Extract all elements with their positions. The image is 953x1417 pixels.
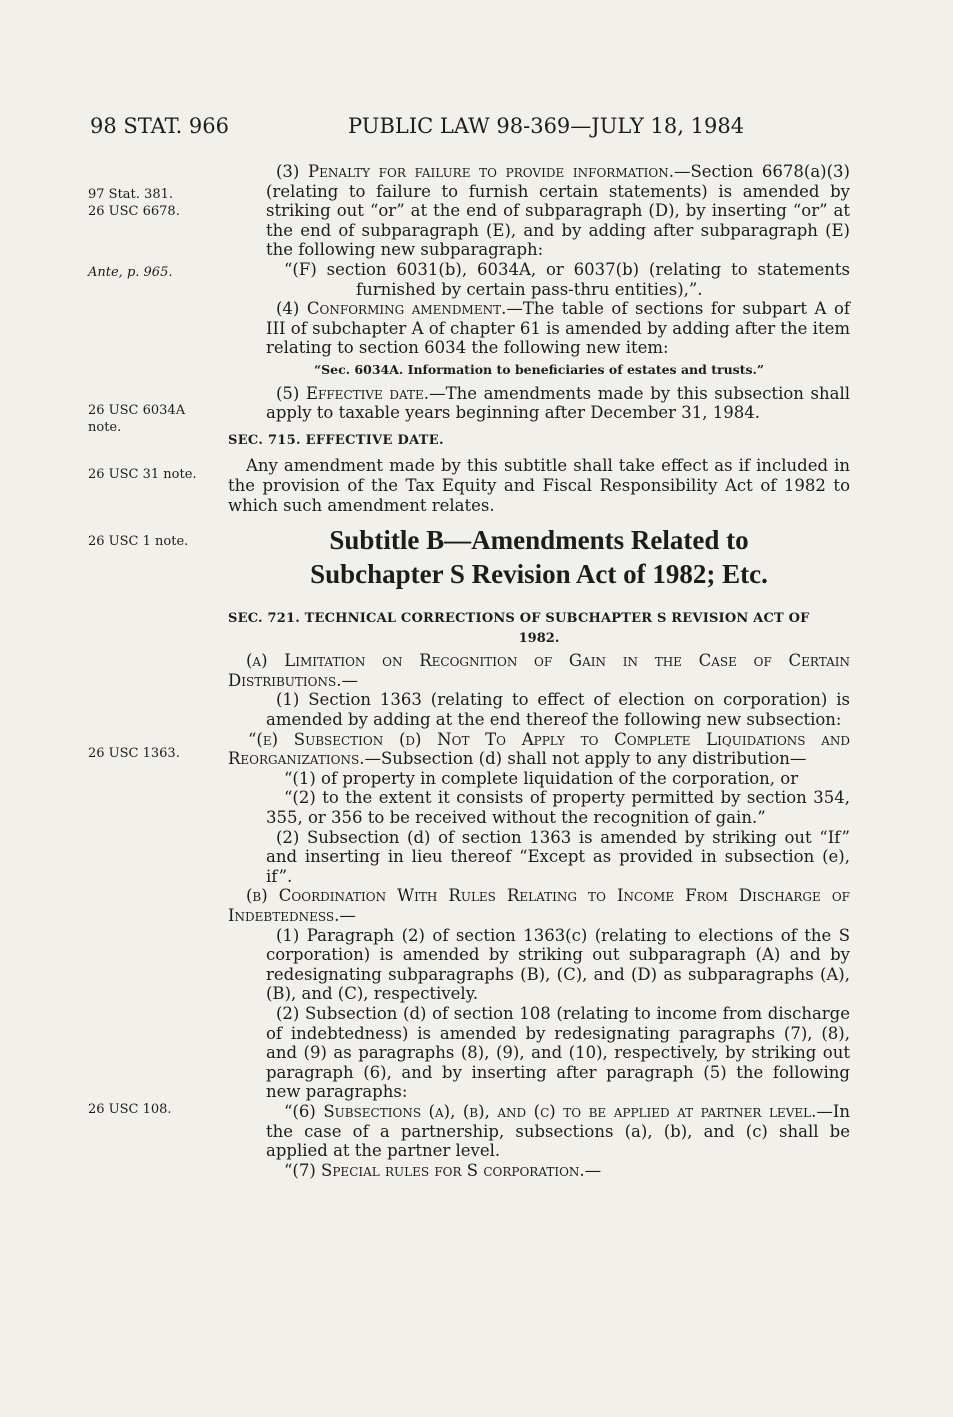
- paragraph-4: (4) Conforming amendment.—The table of sections for subpart A of III of subchapter A of chapter 61 is amended by adding after the item relating to section 6034 the following new item:: [266, 299, 850, 358]
- paragraph-6: “(6) Subsections (a), (b), and (c) to be applied at partner level.—In the case of a partnership, subsections (a), (b), and (c) shall be applied at the partner level.: [266, 1101, 850, 1161]
- section-715-text: Any amendment made by this subtitle shall take effect as if included in the provision of the Tax Equity and Fiscal Responsibility Act of 1982 to which such amendment relates.: [228, 456, 850, 515]
- margin-note: 26 USC 108.: [88, 1102, 172, 1117]
- subtitle-heading: Subtitle B—Amendments Related to Subchapter S Revision Act of 1982; Etc.: [310, 525, 768, 590]
- margin-note: 26 USC 31 note.: [88, 467, 197, 482]
- running-header-title: PUBLIC LAW 98-369—JULY 18, 1984: [348, 114, 745, 138]
- margin-note: note.: [88, 420, 122, 435]
- margin-note: 26 USC 1363.: [88, 746, 180, 761]
- main-text-column: [228, 162, 850, 1180]
- subsection-a-2: (2) Subsection (d) of section 1363 is amended by striking out “If” and inserting in lieu thereof “Except as provided in subsection (e), if”.: [266, 827, 850, 886]
- subsection-e-1: “(1) of property in complete liquidation of the corporation, or: [284, 768, 799, 788]
- subsection-a-heading: (a) Limitation on Recognition of Gain in the Case of Certain Distributions.—: [228, 651, 850, 690]
- section-721-heading-year: 1982.: [518, 630, 560, 646]
- subsection-a-1: (1) Section 1363 (relating to effect of election on corporation) is amended by adding at the end thereof the following new subsection:: [266, 690, 850, 730]
- table-item: “Sec. 6034A. Information to beneficiaries of estates and trusts.”: [313, 361, 765, 377]
- subsection-b-heading: (b) Coordination With Rules Relating to Income From Discharge of Indebtedness.—: [228, 886, 850, 925]
- margin-note: 26 USC 6678.: [88, 204, 180, 219]
- subsection-b-1: (1) Paragraph (2) of section 1363(c) (relating to elections of the S corporation) is amended by striking out subparagraph (A) and by redesignating subparagraphs (B), (C), and (D) as subparagraphs (A), (B), and (C), respectively.: [266, 925, 850, 1004]
- section-721-heading: SEC. 721. TECHNICAL CORRECTIONS OF SUBCHAPTER S REVISION ACT OF: [228, 611, 810, 627]
- paragraph-3: (3) Penalty for failure to provide information.—Section 6678(a)(3) (relating to failure to furnish certain statements) is amended by striking out “or” at the end of subparagraph (D), by inserting “or” at the end of subparagraph (E), and by adding after subparagraph (E) the following new subparagraph:: [266, 162, 850, 260]
- paragraph-7: “(7) Special rules for S corporation.—: [284, 1160, 602, 1180]
- subsection-e-2: “(2) to the extent it consists of property permitted by section 354, 355, or 356 to be received without the recognition of gain.”: [266, 788, 850, 828]
- section-715-heading: SEC. 715. EFFECTIVE DATE.: [228, 432, 444, 448]
- paragraph-3-quote: “(F) section 6031(b), 6034A, or 6037(b) (relating to statements furnished by certain pass-thru entities),”.: [284, 259, 850, 299]
- margin-note: 97 Stat. 381.: [88, 187, 173, 202]
- margin-note: 26 USC 1 note.: [88, 534, 189, 549]
- paragraph-5: (5) Effective date.—The amendments made by this subsection shall apply to taxable years beginning after December 31, 1984.: [266, 383, 851, 423]
- margin-note: Ante, p. 965.: [88, 265, 173, 280]
- subsection-e: “(e) Subsection (d) Not To Apply to Complete Liquidations and Reorganizations.—Subsection (d) shall not apply to any distribution—: [228, 729, 850, 769]
- statute-page-reference: 98 STAT. 966: [90, 114, 230, 138]
- subsection-b-2: (2) Subsection (d) of section 108 (relating to income from discharge of indebtedness) is amended by redesignating paragraphs (7), (8), and (9) as paragraphs (8), (9), and (10), respectively, by striking out paragraph (6), and by inserting after paragraph (5) the following new paragraphs:: [266, 1003, 850, 1102]
- margin-note: 26 USC 6034A: [88, 403, 186, 418]
